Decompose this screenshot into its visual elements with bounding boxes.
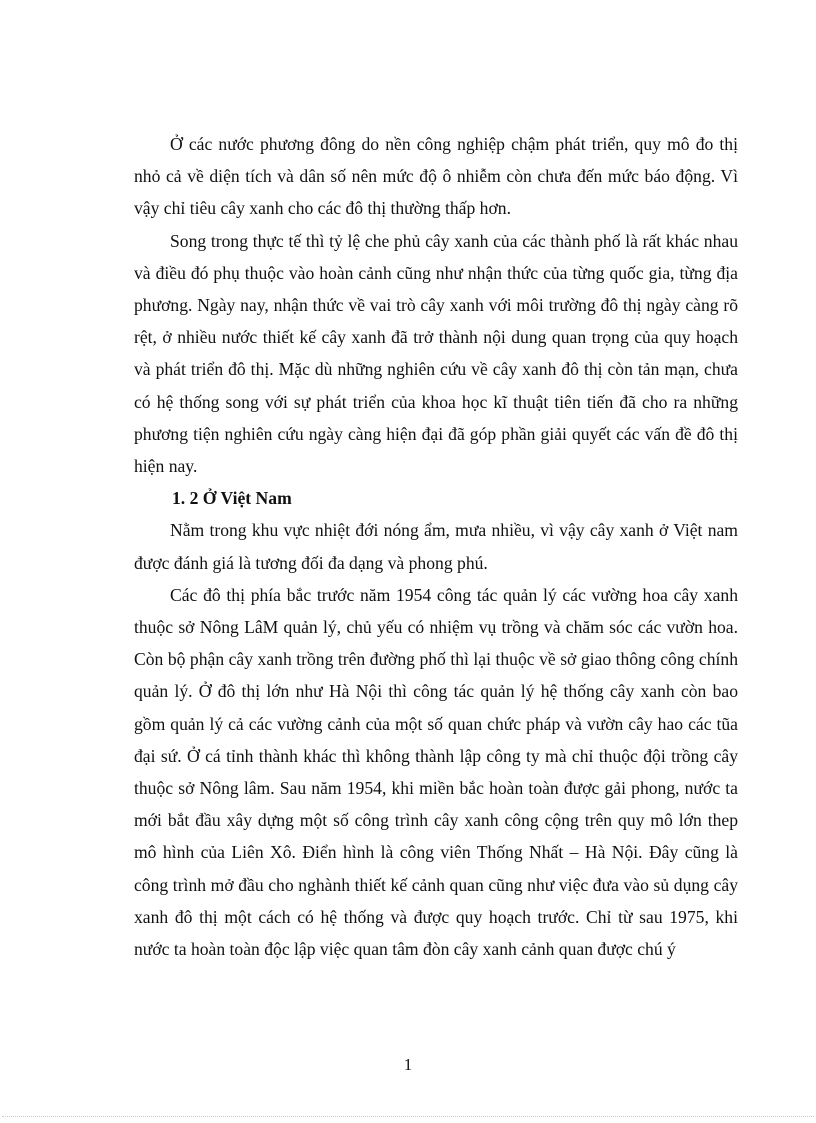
paragraph-eastern-countries: Ở các nước phương đông do nền công nghiệp chậm phát triển, quy mô đo thị nhỏ cả về diện tích và dân số nên mức độ ô nhiễm còn chưa đến mức báo động. Vì vậy chỉ tiêu cây xanh cho các đô thị thường thấp hơn. [134,134,738,219]
paragraph-green-coverage: Song trong thực tế thì tỷ lệ che phủ cây xanh của các thành phố là rất khác nhau và điều đó phụ thuộc vào hoàn cảnh cũng như nhận thức của từng quốc gia, từng địa phương. Ngày nay, nhận thức về vai trò cây xanh với môi trường đô thị ngày càng rõ rệt, ở nhiều nước thiết kế cây xanh đã trở thành nội dung quan trọng của quy hoạch và phát triển đô thị. Mặc dù những nghiên cứu về cây xanh đô thị còn tản mạn, chưa có hệ thống song với sự phát triển của khoa học kĩ thuật tiên tiến đã cho ra những phương tiện nghiên cứu ngày càng hiện đại đã góp phần giải quyết các vấn đề đô thị hiện nay. [134,230,738,477]
body-text [134,128,738,965]
page-number: 1 [403,1055,413,1074]
page-bottom-divider [2,1116,814,1117]
paragraph-vietnam-climate: Nằm trong khu vực nhiệt đới nóng ẩm, mưa nhiều, vì vậy cây xanh ở Việt nam được đánh giá là tương đối đa dạng và phong phú. [134,520,738,573]
section-heading: 1. 2 Ở Việt Nam [172,488,292,509]
paragraph-northern-cities: Các đô thị phía bắc trước năm 1954 công tác quản lý các vường hoa cây xanh thuộc sở Nông LâM quản lý, chủ yếu có nhiệm vụ trồng và chăm sóc các vườn hoa. Còn bộ phận cây xanh trồng trên đường phố thì lại thuộc về sở giao thông công chính quản lý. Ở đô thị lớn như Hà Nội thì công tác quản lý hệ thống cây xanh còn bao gồm quản lý cả các vường cảnh của một số quan chức pháp và vườn cây hao các tũa đại sứ. Ở cá tỉnh thành khác thì không thành lập công ty mà chỉ thuộc đội trồng cây thuộc sở Nông lâm. Sau năm 1954, khi miền bắc hoàn toàn được gải phong, nước ta mới bắt đầu xây dựng một số công trình cây xanh công cộng trên quy mô lớn thep mô hình của Liên Xô. Điển hình là công viên Thống Nhất – Hà Nội. Đây cũng là công trình mở đầu cho nghành thiết kế cảnh quan cũng như việc đưa vào sủ dụng cây xanh đô thị một cách có hệ thống và được quy hoạch trước. Chỉ từ sau 1975, khi nước ta hoàn toàn độc lập việc quan tâm đòn cây xanh cảnh quan được chú ý [134,584,738,960]
